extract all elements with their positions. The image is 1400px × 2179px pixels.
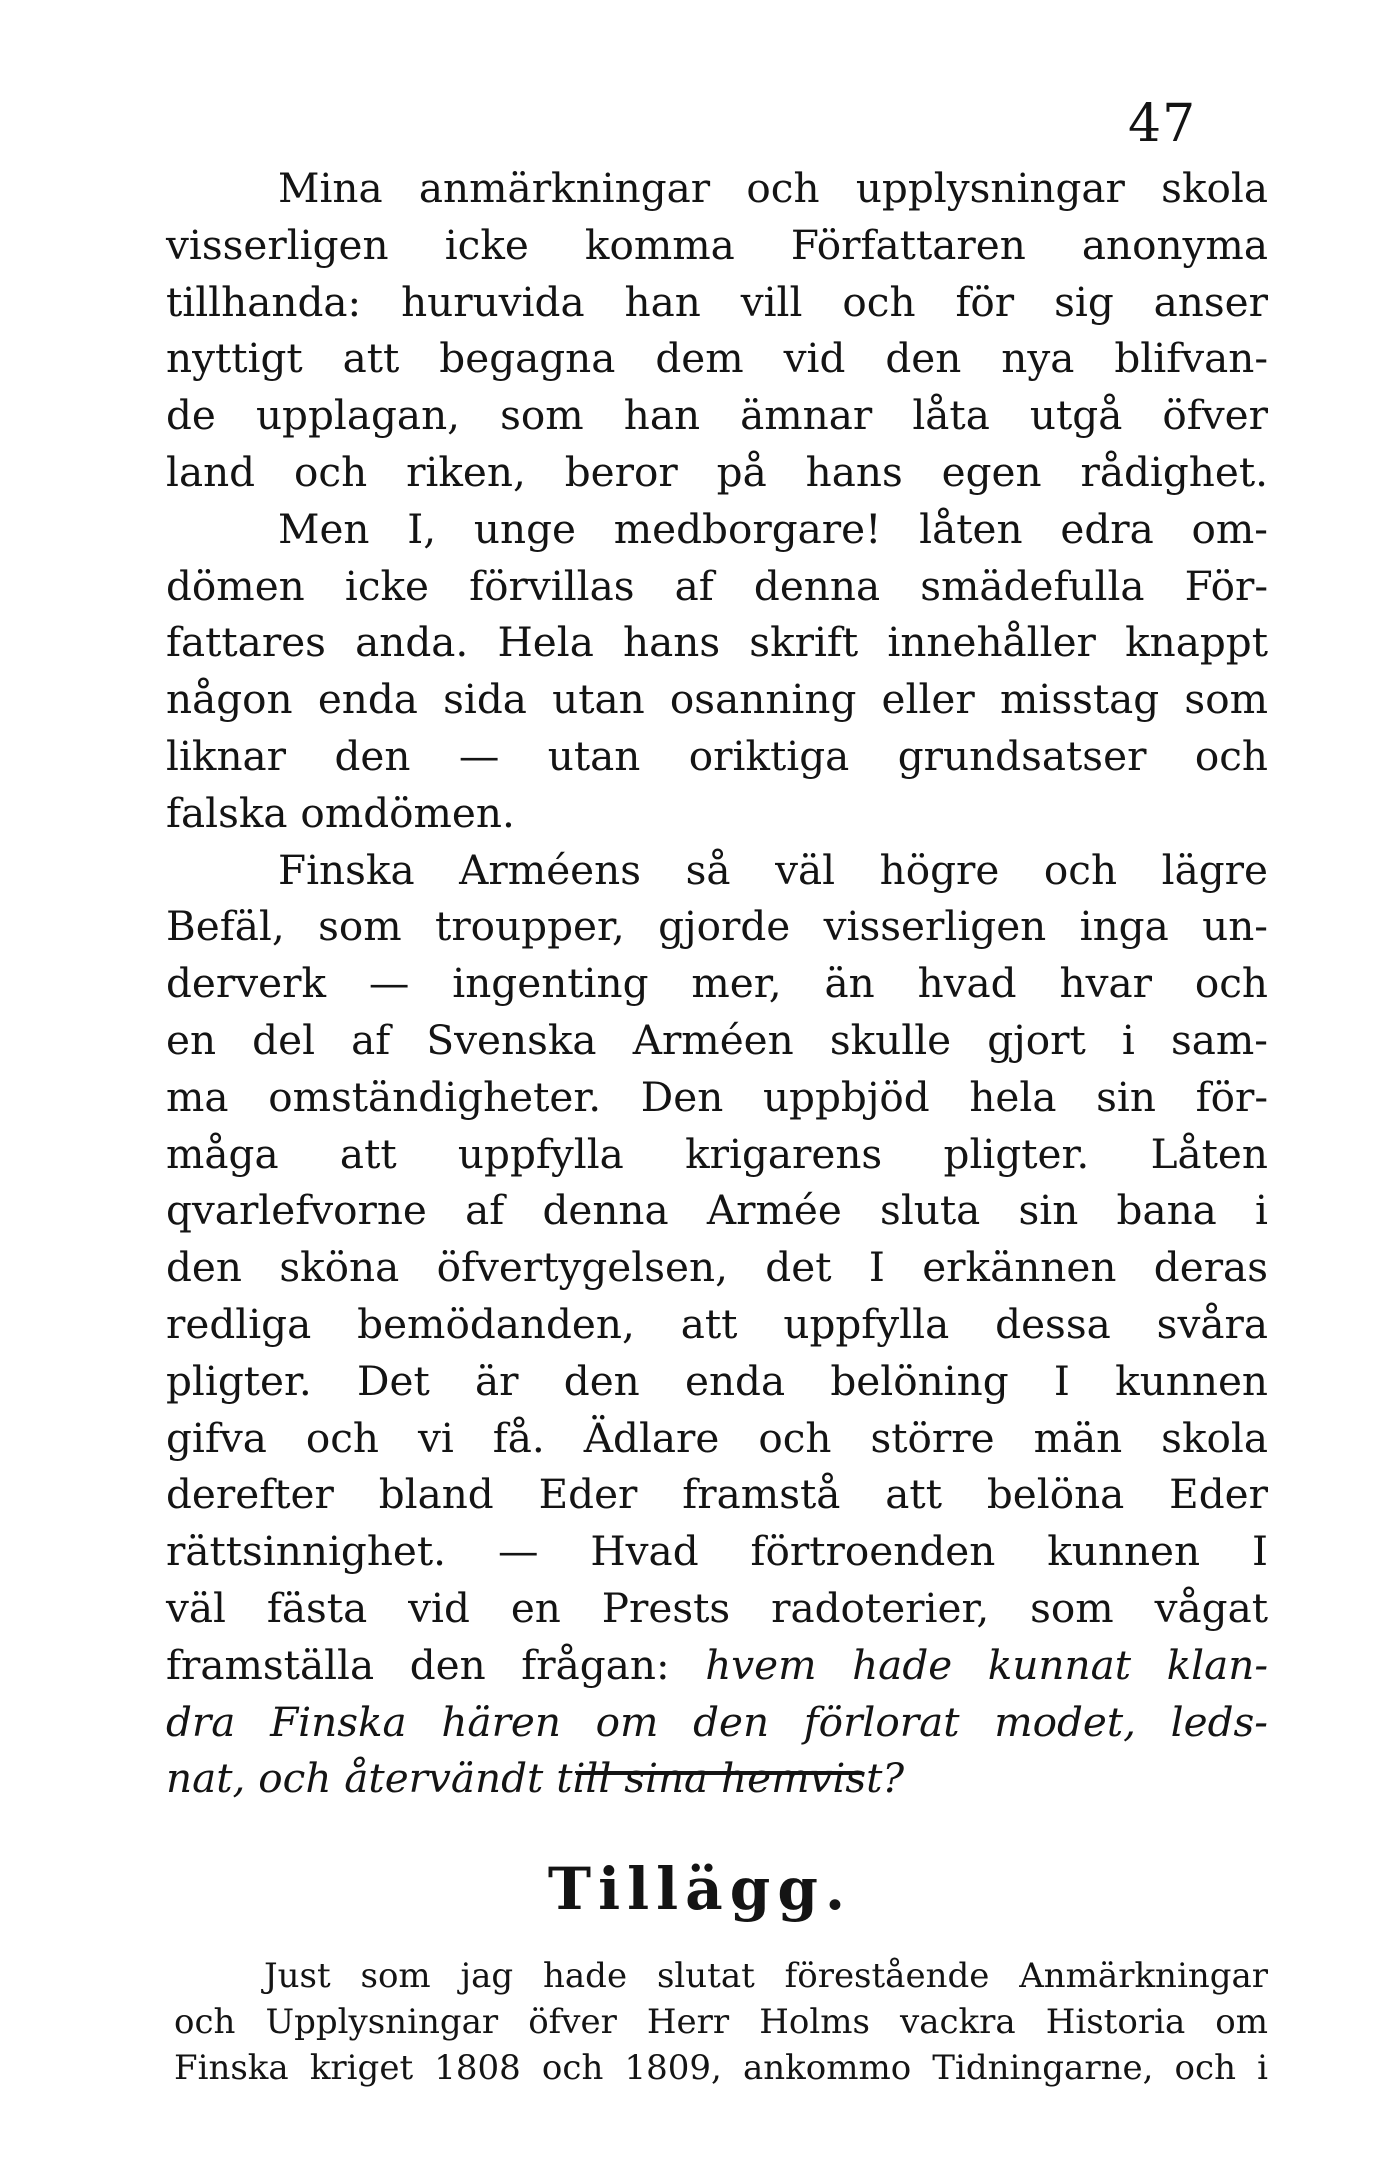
text-line: nyttigt att begagna dem vid den nya blifvan- (166, 334, 1268, 383)
text-line: derefter bland Eder framstå att belöna Eder (166, 1470, 1268, 1519)
text-line: väl fästa vid en Prests radoterier, som vågat (166, 1583, 1268, 1632)
text-line: land och riken, beror på hans egen rådighet. (166, 447, 1268, 496)
text-fragment: framställa den frågan: (166, 1640, 670, 1689)
text-line: rättsinnighet. — Hvad förtroenden kunnen I (166, 1527, 1268, 1576)
text-line: ma omständigheter. Den uppbjöd hela sin för- (166, 1072, 1268, 1121)
text-line: och Upplysningar öfver Herr Holms vackra Historia om (174, 2002, 1268, 2042)
text-line: Men I, unge medborgare! låten edra om- (278, 504, 1268, 553)
text-line: Befäl, som troupper, gjorde visserligen inga un- (166, 902, 1268, 951)
text-line: redliga bemödanden, att uppfylla dessa svåra (166, 1299, 1268, 1348)
text-line: Finska kriget 1808 och 1809, ankommo Tidningarne, och i (174, 2048, 1268, 2088)
section-divider (576, 1771, 862, 1775)
text-line: falska omdömen. (166, 788, 515, 837)
section-heading: Tillägg. (547, 1855, 853, 1923)
page-number: 47 (1128, 94, 1197, 154)
text-line: Just som jag hade slutat förestående Anmärkningar (264, 1956, 1268, 1996)
text-line: liknar den — utan oriktiga grundsatser och (166, 731, 1268, 780)
text-line: måga att uppfylla krigarens pligter. Låten (166, 1129, 1268, 1178)
text-line: dra Finska hären om den förlorat modet, leds- (166, 1697, 1268, 1746)
addendum-text (174, 1953, 1268, 2091)
text-line: fattares anda. Hela hans skrift innehåller knappt (166, 618, 1268, 667)
text-line: tillhanda: huruvida han vill och för sig anser (166, 277, 1268, 326)
text-line: Mina anmärkningar och upplysningar skola (278, 164, 1268, 212)
text-line: någon enda sida utan osanning eller misstag som (166, 675, 1268, 724)
text-line: qvarlefvorne af denna Armée sluta sin bana i (166, 1186, 1268, 1235)
text-line: Finska Arméens så väl högre och lägre (278, 845, 1268, 894)
text-line: dömen icke förvillas af denna smädefulla För- (166, 561, 1268, 610)
text-line (166, 1637, 1268, 1694)
text-line: nat, och återvändt till sina hemvist? (166, 1754, 905, 1803)
body-text (166, 160, 1268, 1807)
text-line: derverk — ingenting mer, än hvad hvar och (166, 959, 1268, 1008)
text-line: visserligen icke komma Författaren anonyma (166, 220, 1268, 269)
text-line: gifva och vi få. Ädlare och större män skola (166, 1413, 1268, 1462)
text-line: en del af Svenska Arméen skulle gjort i sam- (166, 1015, 1268, 1064)
text-line: pligter. Det är den enda belöning I kunnen (166, 1356, 1268, 1405)
italic-text-fragment: hvem hade kunnat klan- (705, 1640, 1269, 1689)
text-line: de upplagan, som han ämnar låta utgå öfver (166, 391, 1268, 440)
text-line: den sköna öfvertygelsen, det I erkännen deras (166, 1243, 1268, 1292)
